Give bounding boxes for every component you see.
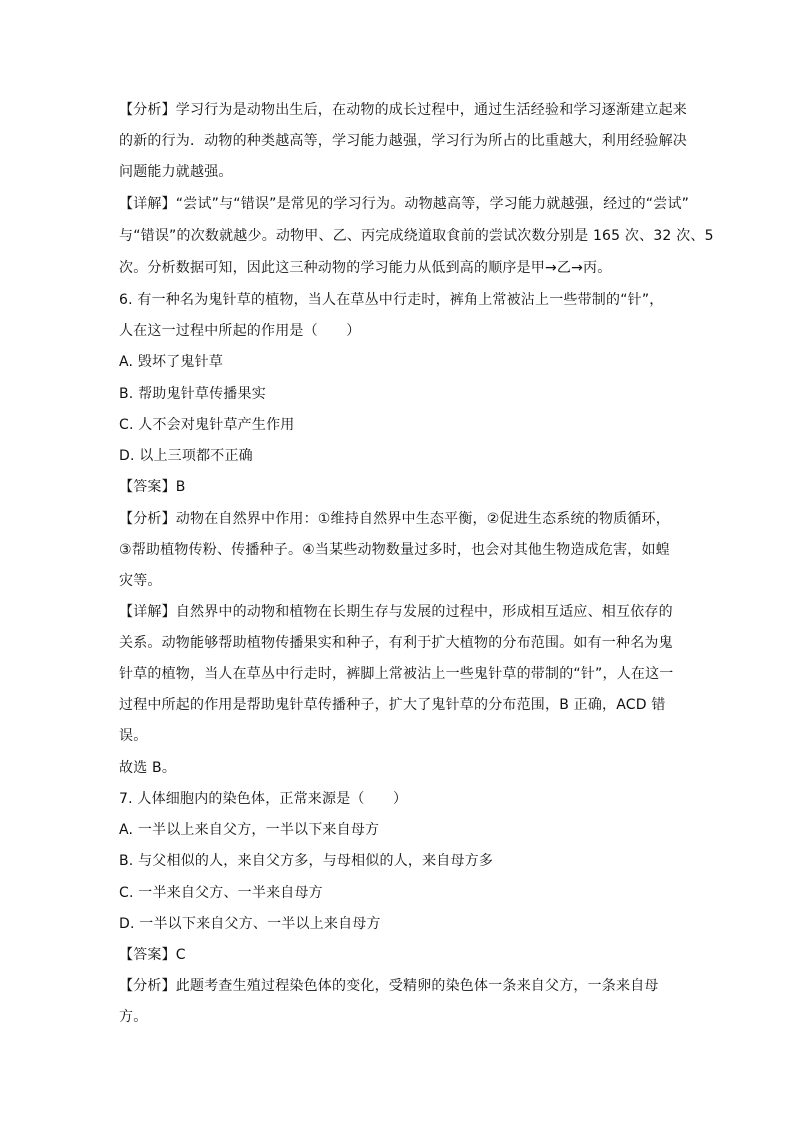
question-7-analysis-line-2: 方。 [119, 1009, 148, 1025]
question-7-option-a: A. 一半以上来自父方，一半以下来自母方 [119, 822, 380, 838]
question-6-answer: 【答案】B [119, 479, 186, 495]
question-7-option-d: D. 一半以下来自父方、一半以上来自母方 [119, 916, 381, 932]
question-6-choice: 故选 B。 [119, 760, 177, 776]
question-7-answer: 【答案】C [119, 947, 186, 963]
detail-line-3: 次。分析数据可知，因此这三种动物的学习能力从低到高的顺序是甲→乙→丙。 [119, 260, 612, 276]
analysis-line-1: 【分析】学习行为是动物出生后，在动物的成长过程中，通过生活经验和学习逐渐建立起来 [119, 102, 687, 118]
question-7-analysis-line-1: 【分析】此题考查生殖过程染色体的变化，受精卵的染色体一条来自父方，一条来自母 [119, 978, 659, 994]
question-6-analysis-line-2: ③帮助植物传粉、传播种子。④当某些动物数量过多时，也会对其他生物造成危害，如蝗 [119, 542, 670, 558]
question-7-option-b: B. 与父相似的人，来自父方多，与母相似的人，来自母方多 [119, 853, 494, 869]
question-6-detail-line-2: 关系。动物能够帮助植物传播果实和种子，有利于扩大植物的分布范围。如有一种名为鬼 [119, 635, 673, 651]
question-7-stem: 7. 人体细胞内的染色体，正常来源是（ ） [119, 791, 408, 807]
question-6-analysis-line-1: 【分析】动物在自然界中作用：①维持自然界中生态平衡，②促进生态系统的物质循环， [119, 511, 670, 527]
analysis-line-2: 的新的行为．动物的种类越高等，学习能力越强，学习行为所占的比重越大，利用经验解决 [119, 133, 687, 149]
detail-line-1: 【详解】“尝试”与“错误”是常见的学习行为。动物越高等，学习能力就越强，经过的“尝试” [119, 196, 690, 212]
question-6-option-d: D. 以上三项都不正确 [119, 448, 253, 464]
analysis-line-3: 问题能力就越强。 [119, 164, 233, 180]
question-6-analysis-line-3: 灾等。 [119, 573, 162, 589]
question-6-line-1: 6. 有一种名为鬼针草的植物，当人在草丛中行走时，裤角上常被沾上一些带制的“针”， [119, 292, 664, 308]
question-6-detail-line-5: 误。 [119, 728, 148, 744]
detail-line-2: 与“错误”的次数就越少。动物甲、乙、丙完成绕道取食前的尝试次数分别是 165 次、32 次、5 [119, 228, 714, 244]
question-6-detail-line-1: 【详解】自然界中的动物和植物在长期生存与发展的过程中，形成相互适应、相互依存的 [119, 604, 673, 620]
question-6-option-a: A. 毁坏了鬼针草 [119, 354, 224, 370]
question-6-detail-line-4: 过程中所起的作用是帮助鬼针草传播种子，扩大了鬼针草的分布范围，B 正确，ACD 错 [119, 697, 666, 713]
question-6-line-2: 人在这一过程中所起的作用是（ ） [119, 323, 361, 339]
question-6-detail-line-3: 针草的植物，当人在草丛中行走时，裤脚上常被沾上一些鬼针草的带制的“针”，人在这一 [119, 666, 674, 682]
question-6-option-c: C. 人不会对鬼针草产生作用 [119, 417, 295, 433]
question-7-option-c: C. 一半来自父方、一半来自母方 [119, 885, 323, 901]
question-6-option-b: B. 帮助鬼针草传播果实 [119, 386, 266, 402]
